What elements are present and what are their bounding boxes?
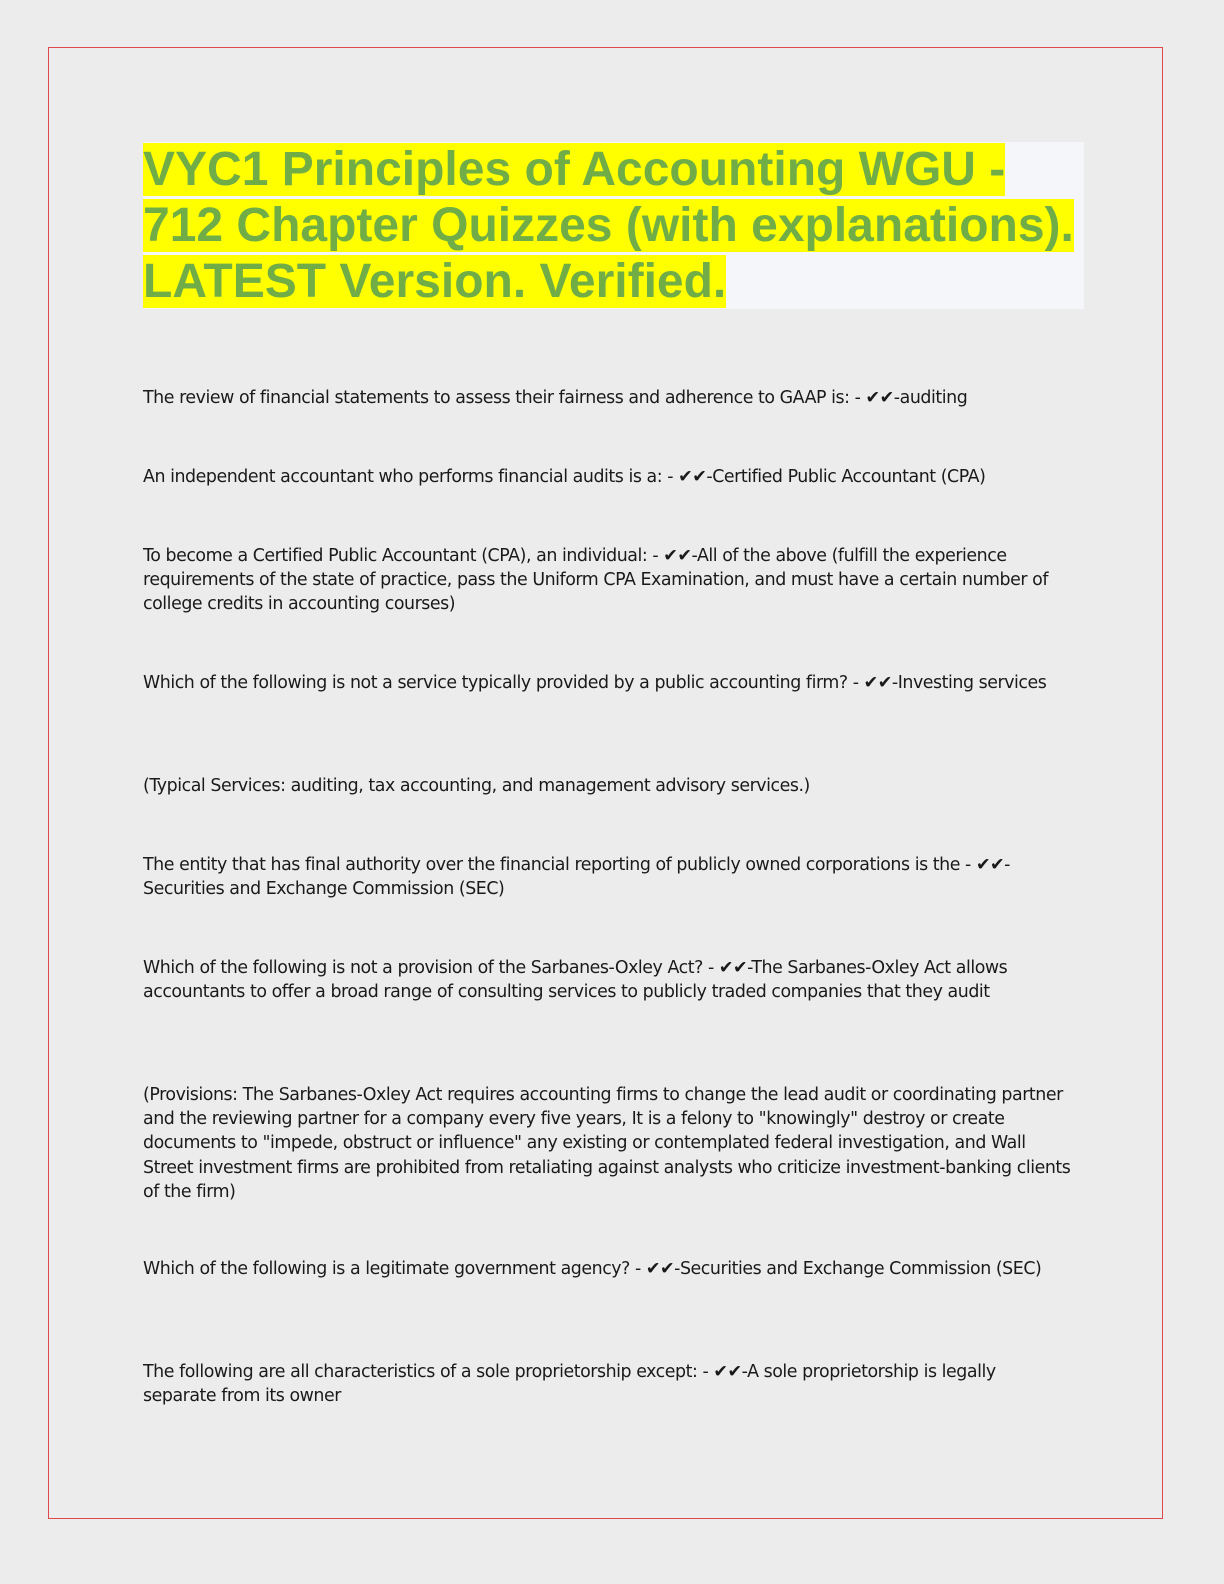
qa-paragraph-1: The review of financial statements to assess their fairness and adherence to GAAP is: - ✔✔-auditing: [143, 388, 968, 408]
title-block: [143, 142, 1084, 309]
qa-paragraph-9: Which of the following is a legitimate government agency? - ✔✔-Securities and Exchange Commission (SEC): [143, 1259, 1042, 1279]
qa-paragraph-5: (Typical Services: auditing, tax accounting, and management advisory services.): [143, 776, 810, 796]
document-title-text: VYC1 Principles of Accounting WGU - 712 Chapter Quizzes (with explanations). LATEST Version. Verified.: [143, 143, 1074, 308]
qa-paragraph-6: The entity that has final authority over the financial reporting of publicly owned corporations is the - ✔✔-Securities and Exchange Commission (SEC): [143, 855, 1011, 900]
qa-paragraph-3: To become a Certified Public Accountant (CPA), an individual: - ✔✔-All of the above (fulfill the experience requirements of the state of practice, pass the Uniform CPA Examination, and must have a certain number of college credits in accounting courses): [143, 546, 1048, 615]
document-title: [143, 142, 1084, 310]
qa-paragraph-4: Which of the following is not a service typically provided by a public accounting firm? - ✔✔-Investing services: [143, 673, 1047, 693]
qa-paragraph-7: Which of the following is not a provision of the Sarbanes-Oxley Act? - ✔✔-The Sarbanes-Oxley Act allows accountants to offer a broad range of consulting services to publicly traded companies that they audit: [143, 958, 1008, 1003]
qa-paragraph-8: (Provisions: The Sarbanes-Oxley Act requires accounting firms to change the lead audit or coordinating partner and the reviewing partner for a company every five years, It is a felony to "knowingly" destroy or create documents to "impede, obstruct or influence" any existing or contemplated federal investigation, and Wall Street investment firms are prohibited from retaliating against analysts who criticize investment-banking clients of the firm): [143, 1085, 1071, 1202]
qa-paragraph-2: An independent accountant who performs financial audits is a: - ✔✔-Certified Public Accountant (CPA): [143, 467, 986, 487]
qa-paragraph-10: The following are all characteristics of a sole proprietorship except: - ✔✔-A sole proprietorship is legally separate from its owner: [143, 1362, 996, 1407]
